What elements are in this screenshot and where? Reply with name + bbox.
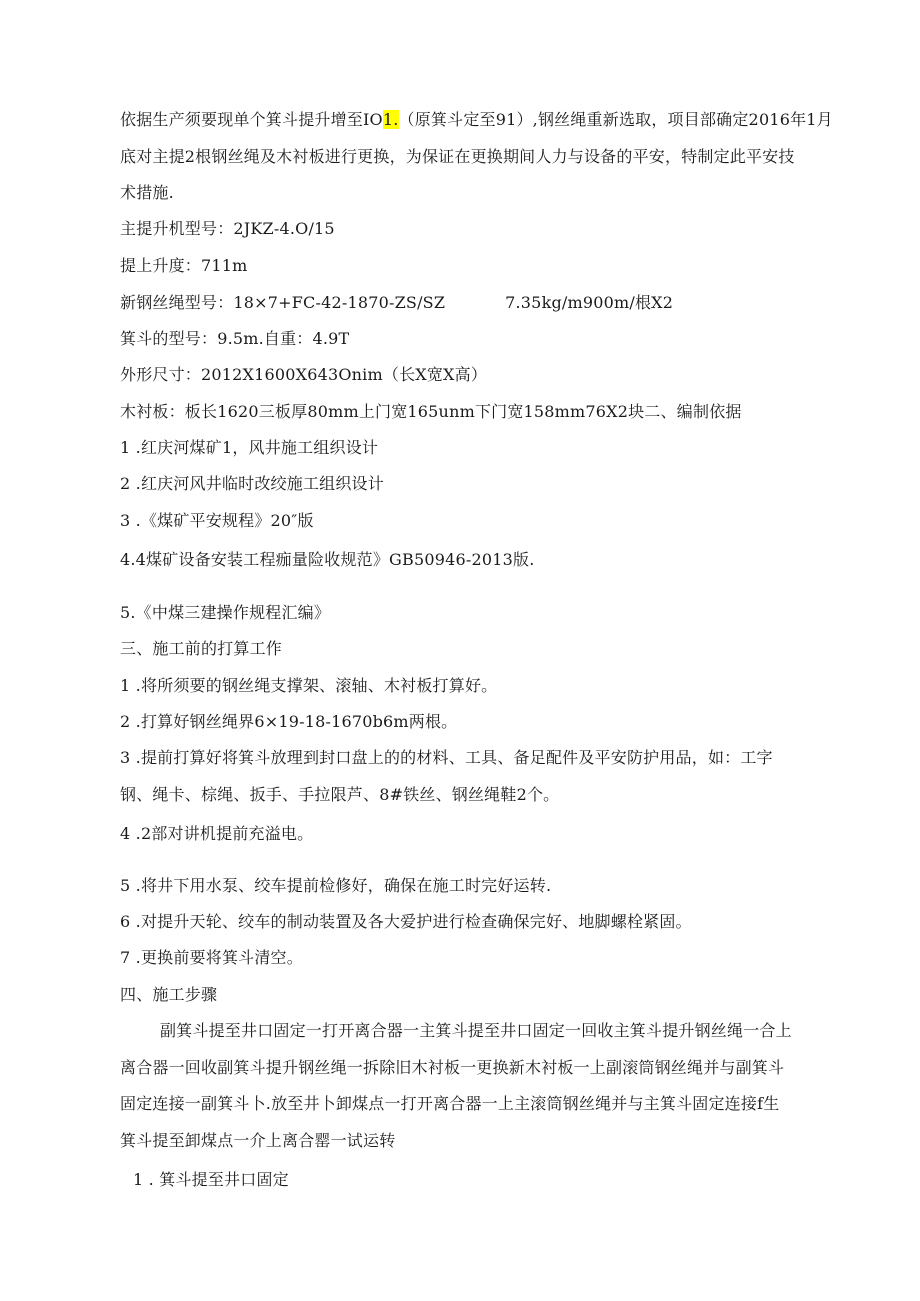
steps-paragraph-line: 副箕斗提至井口固定一打开离合器一主箕斗提至井口固定一回收主箕斗提升钢丝绳一合上 bbox=[160, 1021, 792, 1040]
prep-item: 1 .将所须要的钢丝绳支撑架、滚轴、木衬板打算好。 bbox=[120, 676, 498, 695]
hoist-model: 主提升机型号：2JKZ-4.O/15 bbox=[120, 219, 335, 238]
steps-paragraph-line: 离合器一回收副箕斗提升钢丝绳一拆除旧木衬板一更换新木衬板一上副滚筒钢丝绳并与副箕斗 bbox=[120, 1058, 785, 1077]
skip-model: 箕斗的型号：9.5m.自重：4.9T bbox=[120, 329, 350, 348]
hoist-height: 提上升度：711m bbox=[120, 256, 248, 275]
basis-item: 5.《中煤三建操作规程汇编》 bbox=[120, 603, 331, 622]
liner-spec: 木衬板：板长1620三板厚80mm上门宽165unm下门宽158mm76X2块二、编制依据 bbox=[120, 402, 742, 421]
rope-model: 新钢丝绳型号：18×7+FC-42-1870-ZS∕SZ bbox=[120, 293, 446, 312]
intro-line-1 bbox=[120, 110, 833, 130]
step-1-heading: 1 . 箕斗提至井口固定 bbox=[133, 1170, 289, 1189]
intro-line-3: 术措施. bbox=[120, 183, 174, 202]
prep-item: 4 .2部对讲机提前充溢电。 bbox=[120, 824, 314, 843]
intro-line-1-pre: 依据生产须要现单个箕斗提升增至IO bbox=[120, 110, 383, 129]
steps-paragraph-line: 箕斗提至卸煤点一介上离合罂一试运转 bbox=[120, 1131, 396, 1150]
steps-paragraph-line: 固定连接一副箕斗卜.放至井卜卸煤点一打开离合器一上主滚筒钢丝绳并与主箕斗固定连接f生 bbox=[120, 1094, 780, 1113]
intro-line-2: 底对主提2根钢丝绳及木衬板进行更换，为保证在更换期间人力与设备的平安，特制定此平安技 bbox=[120, 147, 795, 166]
highlighted-text: 1. bbox=[382, 110, 399, 129]
rope-spec: 7.35kg∕m900m∕根X2 bbox=[505, 293, 674, 312]
section-4-title: 四、施工步骤 bbox=[120, 985, 218, 1004]
basis-item: 3 .《煤矿平安规程》20″版 bbox=[120, 511, 314, 530]
basis-item: 4.4煤矿设备安装工程痂量险收规范》GB50946-2013版. bbox=[120, 550, 535, 569]
prep-item-continued: 钢、绳卡、棕绳、扳手、手拉限芦、8#铁丝、钢丝绳鞋2个。 bbox=[120, 785, 560, 804]
prep-item: 6 .对提升天轮、绞车的制动装置及各大爱护进行检查确保完好、地脚螺栓紧固。 bbox=[120, 912, 692, 931]
prep-item: 7 .更换前要将箕斗清空。 bbox=[120, 948, 303, 967]
dimensions: 外形尺寸：2012X1600X643Onim（长X宽X高） bbox=[120, 365, 488, 384]
prep-item: 5 .将井下用水泵、绞车提前检修好，确保在施工时完好运转. bbox=[120, 876, 552, 895]
basis-item: 1 .红庆河煤矿1，风井施工组织设计 bbox=[120, 438, 379, 457]
section-3-title: 三、施工前的打算工作 bbox=[120, 639, 283, 658]
prep-item: 2 .打算好钢丝绳界6×19-18-1670b6m两根。 bbox=[120, 712, 458, 731]
intro-line-1-post: （原箕斗定至91）,钢丝绳重新选取，项目部确定2016年1月 bbox=[398, 110, 833, 129]
basis-item: 2 .红庆河风井临时改绞施工组织设计 bbox=[120, 474, 384, 493]
rope-model-line bbox=[120, 293, 673, 313]
prep-item: 3 .提前打算好将箕斗放理到封口盘上的的材料、工具、备足配件及平安防护用品，如：工字 bbox=[120, 748, 773, 767]
